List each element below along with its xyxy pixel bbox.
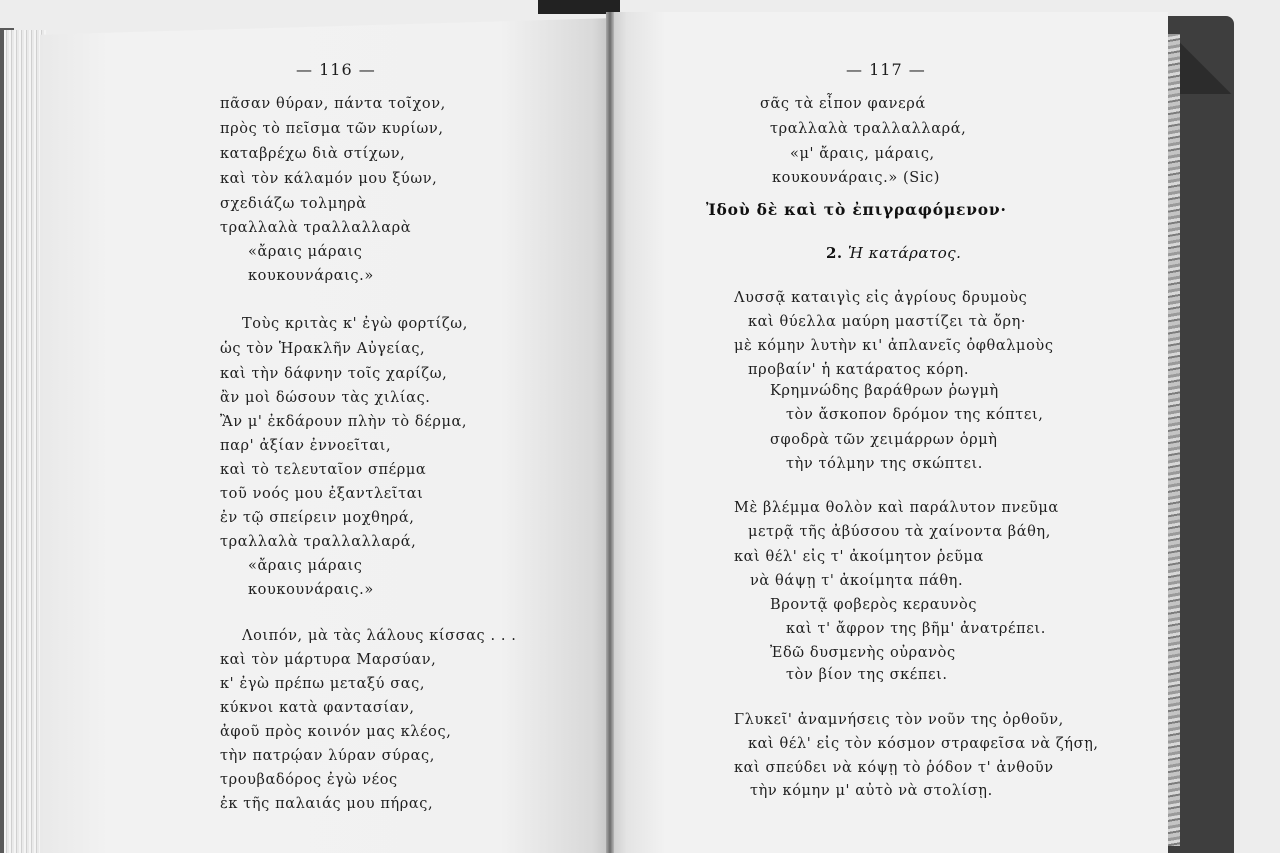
verse-line: καὶ τ' ἄφρον της βῆμ' ἀνατρέπει. xyxy=(786,621,1046,637)
verse-line: Τοὺς κριτὰς κ' ἐγὼ φορτίζω, xyxy=(242,316,468,332)
verse-line: κύκνοι κατὰ φαντασίαν, xyxy=(220,700,415,716)
verse-line: τραλλαλὰ τραλλαλλαρὰ xyxy=(220,220,412,236)
verse-line: ἀφοῦ πρὸς κοινόν μας κλέος, xyxy=(220,724,452,740)
verse-line: καὶ θέλ' εἰς τὸν κόσμον στραφεῖσα νὰ ζήσῃ, xyxy=(748,736,1099,752)
verse-line: κουκουνάραις.» xyxy=(248,268,374,284)
verse-line: τρουβαδόρος ἐγὼ νέος xyxy=(220,772,398,788)
left-page-stack xyxy=(4,30,46,853)
verse-line: μετρᾷ τῆς ἀβύσσου τὰ χαίνοντα βάθη, xyxy=(748,524,1051,540)
verse-line: Γλυκεῖ' ἀναμνήσεις τὸν νοῦν της ὀρθοῦν, xyxy=(734,712,1064,728)
verse-line: ἐν τῷ σπείρειν μοχθηρά, xyxy=(220,510,415,526)
verse-line: κουκουνάραις.» (Sic) xyxy=(772,170,941,186)
verse-line: τραλλαλὰ τραλλαλλαρά, xyxy=(770,121,967,137)
book-gutter xyxy=(606,12,614,853)
verse-line: κουκουνάραις.» xyxy=(248,582,374,598)
page-number-right: — 117 — xyxy=(846,60,926,79)
verse-line: καὶ τὸ τελευταῖον σπέρμα xyxy=(220,462,427,478)
verse-line: καὶ τὸν κάλαμόν μου ξύων, xyxy=(220,171,438,187)
poem-title: Ἡ κατάρατος. xyxy=(847,244,962,262)
verse-line: Λοιπόν, μὰ τὰς λάλους κίσσας . . . xyxy=(242,628,517,644)
verse-line: καὶ θέλ' εἰς τ' ἀκοίμητον ῥεῦμα xyxy=(734,549,984,565)
marbled-page-edge xyxy=(1168,34,1180,846)
verse-line: σᾶς τὰ εἶπον φανερά xyxy=(760,96,926,112)
epigraph-caption: Ἰδοὺ δὲ καὶ τὸ ἐπιγραφόμενον· xyxy=(706,200,1007,219)
verse-line: μὲ κόμην λυτὴν κι' ἀπλανεῖς ὀφθαλμοὺς xyxy=(734,338,1054,354)
verse-line: πρὸς τὸ πεῖσμα τῶν κυρίων, xyxy=(220,121,444,137)
verse-line: Ἂν μ' ἐκδάρουν πλὴν τὸ δέρμα, xyxy=(220,414,468,430)
verse-line: τὸν βίον της σκέπει. xyxy=(786,667,948,683)
verse-line: ὡς τὸν Ἡρακλῆν Αὐγείας, xyxy=(220,341,426,357)
verse-line: Κρημνώδης βαράθρων ῥωγμὴ xyxy=(770,383,999,399)
verse-line: Μὲ βλέμμα θολὸν καὶ παράλυτον πνεῦμα xyxy=(734,500,1059,516)
verse-line: πᾶσαν θύραν, πάντα τοῖχον, xyxy=(220,96,446,112)
page-number-left: — 116 — xyxy=(296,60,376,79)
verse-line: τὴν τόλμην της σκώπτει. xyxy=(786,456,983,472)
verse-line: Ἐδῶ δυσμενὴς οὐρανὸς xyxy=(770,645,956,661)
verse-line: καὶ τὸν μάρτυρα Μαρσύαν, xyxy=(220,652,437,668)
verse-line: καταβρέχω διὰ στίχων, xyxy=(220,146,406,162)
verse-line: «ἄραις μάραις xyxy=(248,558,363,574)
verse-line: σφοδρὰ τῶν χειμάρρων ὁρμὴ xyxy=(770,432,998,448)
verse-line: τὸν ἄσκοπον δρόμον της κόπτει, xyxy=(786,407,1044,423)
verse-line: σχεδιάζω τολμηρὰ xyxy=(220,196,367,212)
verse-line: Βροντᾷ φοβερὸς κεραυνὸς xyxy=(770,597,978,613)
verse-line: καὶ τὴν δάφνην τοῖς χαρίζω, xyxy=(220,366,448,382)
verse-line: τὴν κόμην μ' αὐτὸ νὰ στολίσῃ. xyxy=(750,783,993,799)
verse-line: ἐκ τῆς παλαιάς μου πήρας, xyxy=(220,796,434,812)
cover-corner xyxy=(1176,38,1232,94)
verse-line: νὰ θάψῃ τ' ἀκοίμητα πάθη. xyxy=(750,573,964,589)
verse-line: ἂν μοὶ δώσουν τὰς χιλίας. xyxy=(220,390,431,406)
verse-line: κ' ἐγὼ πρέπω μεταξύ σας, xyxy=(220,676,426,692)
verse-line: παρ' ἀξίαν ἐννοεῖται, xyxy=(220,438,392,454)
verse-line: καὶ θύελλα μαύρη μαστίζει τὰ ὄρη· xyxy=(748,314,1027,330)
verse-line: προβαίν' ἡ κατάρατος κόρη. xyxy=(748,362,970,378)
verse-line: τὴν πατρῴαν λύραν σύρας, xyxy=(220,748,435,764)
verse-line: τραλλαλὰ τραλλαλλαρά, xyxy=(220,534,417,550)
verse-line: τοῦ νοός μου ἐξαντλεῖται xyxy=(220,486,424,502)
poem-number: 2. xyxy=(826,244,843,262)
verse-line: Λυσσᾷ καταιγὶς εἰς ἀγρίους δρυμοὺς xyxy=(734,290,1028,306)
verse-line: καὶ σπεύδει νὰ κόψῃ τὸ ῥόδον τ' ἀνθοῦν xyxy=(734,760,1054,776)
verse-line: «μ' ἄραις, μάραις, xyxy=(790,146,935,162)
verse-line: «ἄραις μάραις xyxy=(248,244,363,260)
poem-heading xyxy=(826,244,961,262)
